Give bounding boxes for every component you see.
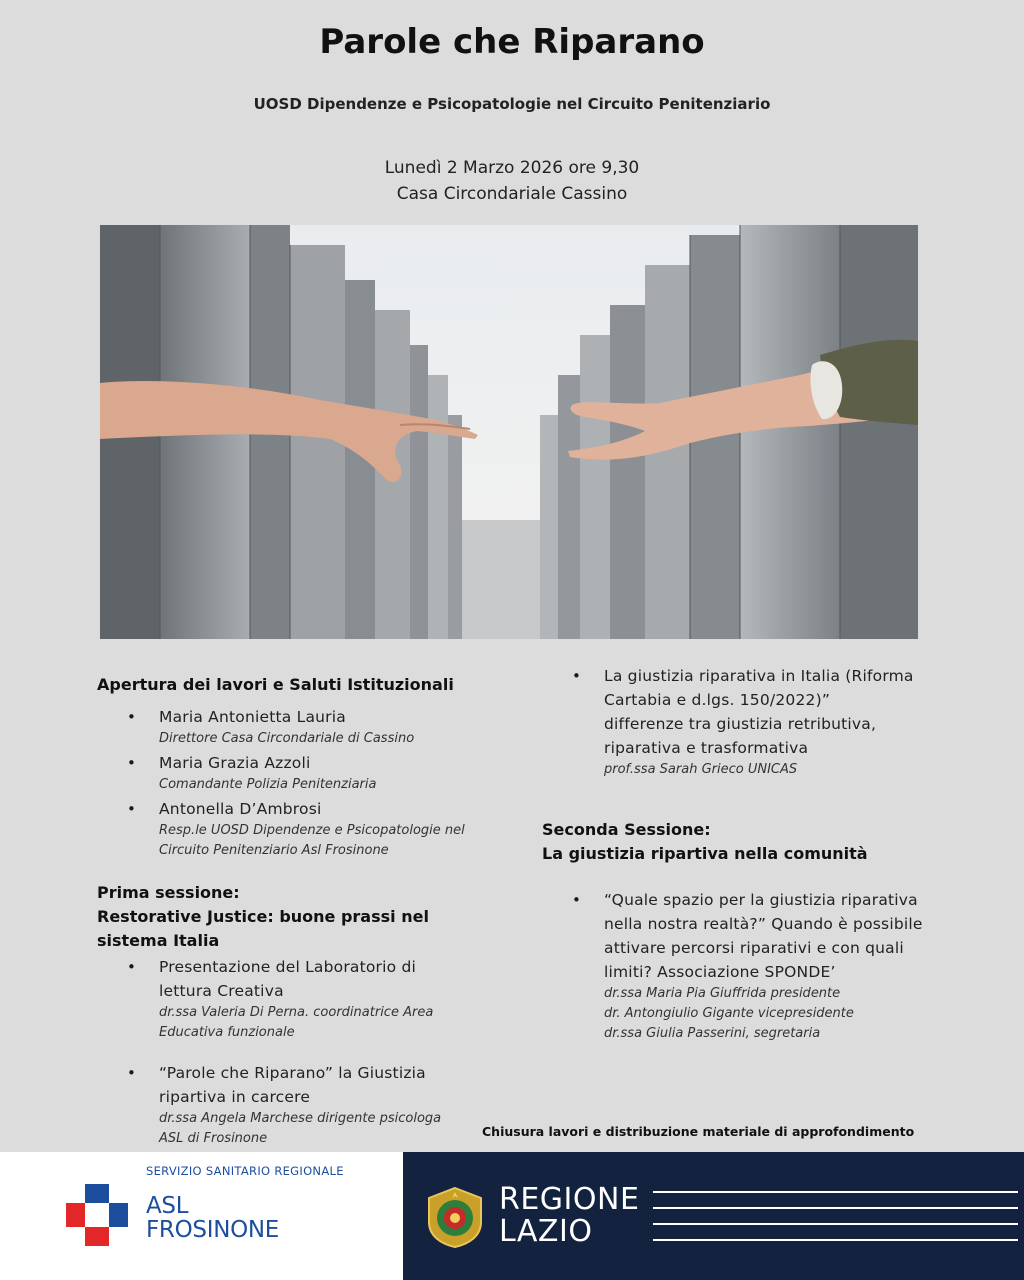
talk-title: “Parole che Riparano” la Giustizia ripartiva in carcere xyxy=(159,1064,426,1106)
opening-heading: Apertura dei lavori e Saluti Istituzionali xyxy=(97,675,454,694)
asl-frosinone-logo xyxy=(0,1152,403,1280)
asl-line1: ASL xyxy=(146,1193,189,1219)
list-item xyxy=(97,751,497,795)
asl-line2: FROSINONE xyxy=(146,1217,280,1243)
ssr-label: SERVIZIO SANITARIO REGIONALE xyxy=(146,1164,344,1178)
bullet-icon: • xyxy=(572,667,581,685)
session2-subheading: La giustizia ripartiva nella comunità xyxy=(542,844,868,863)
regione-lazio-logo xyxy=(403,1152,1024,1280)
speaker-name: Antonella D’Ambrosi xyxy=(159,800,322,818)
list-item xyxy=(97,705,497,749)
talk-speaker: dr.ssa Angela Marchese dirigente psicologa ASL di Frosinone xyxy=(159,1111,442,1146)
speaker-role: Comandante Polizia Penitenziaria xyxy=(159,777,377,792)
list-item xyxy=(97,1061,497,1149)
session1-subheading: Restorative Justice: buone prassi nel sistema Italia xyxy=(97,907,429,950)
speaker-name: Maria Antonietta Lauria xyxy=(159,708,346,726)
bullet-icon: • xyxy=(127,1064,136,1082)
hero-image-hands xyxy=(100,225,918,639)
page-subtitle: UOSD Dipendenze e Psicopatologie nel Circuito Penitenziario xyxy=(253,95,771,113)
speaker-role: Resp.le UOSD Dipendenze e Psicopatologie nel Circuito Penitenziario Asl Frosinone xyxy=(159,823,465,858)
page-title: Parole che Riparano xyxy=(319,22,705,62)
bullet-icon: • xyxy=(127,958,136,976)
speaker-name: Maria Grazia Azzoli xyxy=(159,754,311,772)
talk-title: Presentazione del Laboratorio di lettura Creativa xyxy=(159,958,416,1000)
asl-name xyxy=(146,1194,279,1242)
list-item xyxy=(97,955,497,1043)
lazio-name xyxy=(499,1184,639,1248)
bullet-icon: • xyxy=(127,708,136,726)
lazio-line1: REGIONE xyxy=(499,1182,640,1217)
bullet-icon: • xyxy=(572,891,581,909)
talk-speaker: dr.ssa Valeria Di Perna. coordinatrice Area Educativa funzionale xyxy=(159,1005,434,1040)
bullet-icon: • xyxy=(127,754,136,772)
talk-speaker: dr.ssa Maria Pia Giuffrida presidente xyxy=(604,986,841,1001)
right-column xyxy=(542,664,942,1044)
talk-title: “Quale spazio per la giustizia riparativa nella nostra realtà?” Quando è possibile attivare percorsi riparativi e con quali limiti? Associazione SPONDE’ xyxy=(604,891,923,981)
session2-heading: Seconda Sessione: xyxy=(542,820,711,839)
list-item xyxy=(542,888,942,1044)
talk-speaker: dr.ssa Giulia Passerini, segretaria xyxy=(604,1026,821,1041)
medical-cross-icon xyxy=(66,1184,128,1246)
decorative-lines xyxy=(653,1188,1018,1248)
talk-speaker: prof.ssa Sarah Grieco UNICAS xyxy=(604,762,798,777)
list-item xyxy=(542,664,942,780)
lazio-line2: LAZIO xyxy=(499,1214,593,1249)
event-date: Lunedì 2 Marzo 2026 ore 9,30 xyxy=(384,158,640,178)
session1-heading: Prima sessione: xyxy=(97,883,240,902)
speaker-role: Direttore Casa Circondariale di Cassino xyxy=(159,731,415,746)
closing-note: Chiusura lavori e distribuzione materiale di approfondimento xyxy=(482,1124,915,1139)
regione-lazio-emblem-icon xyxy=(425,1186,485,1248)
list-item xyxy=(97,797,497,861)
talk-speaker: dr. Antongiulio Gigante vicepresidente xyxy=(604,1006,854,1021)
left-column xyxy=(97,673,497,1149)
event-place: Casa Circondariale Cassino xyxy=(396,184,628,204)
bullet-icon: • xyxy=(127,800,136,818)
talk-title: La giustizia riparativa in Italia (Riforma Cartabia e d.lgs. 150/2022)” differenze tra giustizia retributiva, riparativa e trasformativa xyxy=(604,667,914,757)
